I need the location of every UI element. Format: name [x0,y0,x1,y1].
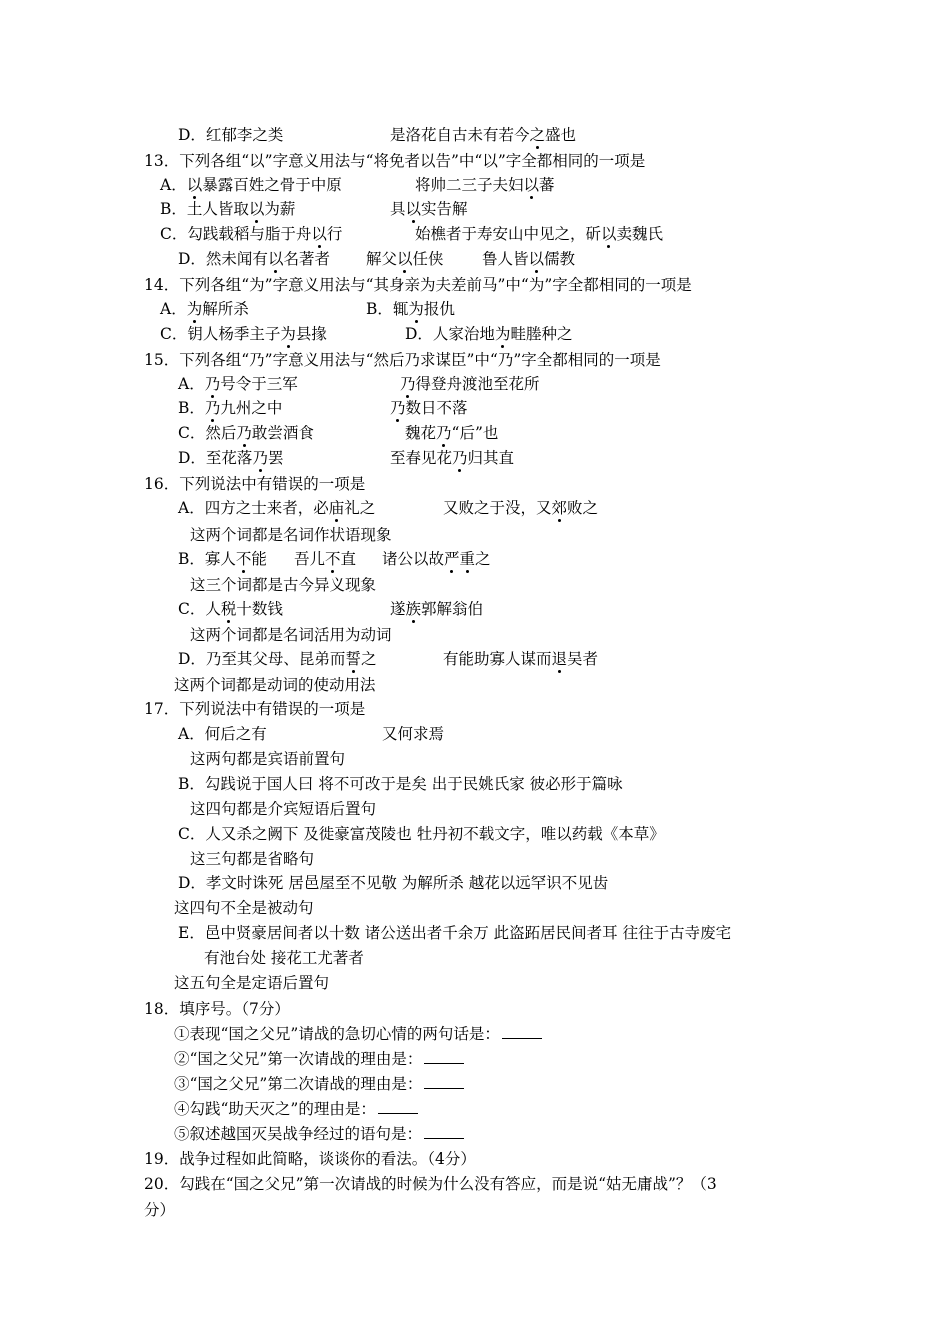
text-segment [174,972,329,994]
segment-text: ②“国之父兄”第一次请战的理由是： [174,1050,423,1068]
segment-text: 实告解 [421,200,468,218]
segment-text: A． [178,375,205,393]
text-segment [382,548,491,570]
segment-text: ③“国之父兄”第二次请战的理由是： [174,1075,423,1093]
segment-text: 又败之于没，又 [443,499,552,517]
text-segment [382,723,444,745]
text-segment [178,447,283,469]
text-segment [144,1148,476,1170]
text-segment [178,872,608,894]
segment-text: C．人又杀之阙下 及徙豪富茂陵也 牡丹初不载文字，唯以药载《本草》 [178,825,665,843]
text-segment [144,698,365,720]
segment-text: 遂 [390,600,406,618]
segment-text: A．四方之士来者，必 [178,499,329,517]
emphasized-char: 退 [551,650,568,668]
text-segment [160,323,327,345]
text-segment [144,1199,175,1221]
segment-text: 报仇 [423,300,455,318]
segment-text: C．人 [178,600,221,618]
text-segment [190,524,392,546]
segment-text: 具 [390,200,406,218]
text-segment [144,473,365,495]
emphasized-char: 以 [267,250,284,268]
answer-blank[interactable] [424,1074,464,1089]
segment-text: D．乃至其父母、昆弟而 [178,650,346,668]
segment-text: 暴露百姓之骨于中原 [202,176,342,194]
segment-text: 这两个词都是动词的使动用法 [174,676,376,694]
emphasized-char: 乃 [204,375,221,393]
text-segment [400,373,540,395]
segment-text: 盛也 [545,126,577,144]
segment-text: 归其直 [467,449,515,467]
segment-text: 郭解翁伯 [421,600,484,618]
text-segment [178,773,623,795]
text-segment [482,248,575,270]
segment-text: 鲁人皆 [482,250,529,268]
segment-text: 罢 [267,449,284,467]
text-segment [390,598,483,620]
segment-text: 14．下列各组“为”字意义用法与“其身亲为夫差前马”中“为”字全都相同的一项是 [144,276,692,294]
emphasized-char: 族 [405,600,422,618]
segment-text: ④勾践“助天灭之”的理由是： [174,1100,376,1118]
segment-text: D．孝文时诛死 居邑屋至不见敬 为解所杀 越花以远罕识不见齿 [178,874,609,892]
text-segment [144,150,645,172]
segment-text: 始樵者于寿安山中见之，斫 [415,225,602,243]
segment-text: D．然未闻有 [178,250,268,268]
segment-text: 得登舟渡池至花所 [415,375,540,393]
segment-text: 将帅二三子夫妇 [415,176,524,194]
segment-text: A． [160,300,187,318]
text-segment [178,922,731,944]
text-segment [190,574,376,596]
text-segment [405,323,572,345]
text-segment [174,1098,418,1120]
emphasized-char: 为 [408,300,424,318]
segment-text: 能 [251,550,267,568]
segment-text: 19．战争过程如此简略，谈谈你的看法。（4分） [144,1150,476,1168]
segment-text: 诸公以故 [382,550,445,568]
segment-text: A．何后之有 [178,725,267,743]
segment-text: 卖魏氏 [616,225,664,243]
segment-text: ①表现“国之父兄”请战的急切心情的两句话是： [174,1025,500,1043]
segment-text: 这五句全是定语后置句 [174,974,330,992]
segment-text: B． [178,399,205,417]
segment-text: 这两句都是宾语前置句 [190,750,346,768]
text-segment [415,223,663,245]
segment-text: 吴者 [567,650,599,668]
text-segment [204,947,364,969]
segment-text: 敢尝酒食 [251,424,314,442]
text-segment [178,397,282,419]
text-segment [178,248,330,270]
emphasized-char: 乃 [390,399,406,417]
text-segment [144,998,290,1020]
text-segment [144,1173,717,1195]
segment-text: 这四句都是介宾短语后置句 [190,800,377,818]
segment-text: 儒教 [544,250,576,268]
text-segment [178,648,376,670]
answer-blank[interactable] [424,1049,464,1064]
segment-text: 这两个词都是名词活用为动词 [190,626,392,644]
emphasized-char: 重 [459,550,476,568]
segment-text: 县掾 [295,325,327,343]
emphasized-char: 以 [601,225,617,243]
segment-text: 16．下列说法中有错误的一项是 [144,475,366,493]
text-segment [178,823,665,845]
segment-text: 名著者 [283,250,330,268]
text-segment [178,723,267,745]
emphasized-char: 税 [220,600,237,618]
text-segment [178,373,298,395]
segment-text: C．钥人杨季主子 [160,325,281,343]
text-segment [174,674,376,696]
text-segment [390,397,468,419]
segment-text: B．勾践说于国人曰 将不可改于是矣 出于民姚氏家 彼必形于篇咏 [178,775,623,793]
text-segment [160,174,342,196]
text-segment [366,248,444,270]
segment-text: 十数钱 [236,600,283,618]
segment-text: D．人家治地 [405,325,495,343]
answer-blank[interactable] [424,1124,464,1139]
emphasized-char: 乃 [204,399,221,417]
segment-text: 解所杀 [202,300,249,318]
emphasized-char: 乃 [236,424,252,442]
segment-text: 为薪 [264,200,296,218]
text-segment [174,897,314,919]
emphasized-char: 不 [325,550,341,568]
segment-text: 畦塍种之 [510,325,573,343]
segment-text: 败之 [567,499,599,517]
emphasized-char: 以 [523,176,540,194]
text-segment [443,497,598,519]
emphasized-char: 严 [444,550,460,568]
emphasized-char: 誓 [345,650,361,668]
segment-text: 有能助寡人谋而 [443,650,552,668]
segment-text: C．勾践载稻与脂于舟 [160,225,312,243]
text-segment [190,748,345,770]
segment-text: C．然后 [178,424,237,442]
text-segment [174,1073,464,1095]
emphasized-char: 乃 [436,424,452,442]
segment-text: 之 [360,650,377,668]
segment-text: D．红郁李之类 [178,126,284,144]
emphasized-char: 为 [494,325,511,343]
text-segment [443,648,598,670]
emphasized-char: 以 [397,250,413,268]
emphasized-char: 乃 [252,449,268,467]
segment-text: B．寡人 [178,550,236,568]
emphasized-char: 以 [528,250,545,268]
segment-text: 吾儿 [294,550,326,568]
segment-text: 是洛花自古未有若今 [390,126,530,144]
segment-text: 至春见花 [390,449,453,467]
text-segment [174,1123,464,1145]
emphasized-char: 以 [248,200,265,218]
emphasized-char: 乃 [452,449,468,467]
emphasized-char: 庙 [328,499,345,517]
text-segment [390,124,576,146]
segment-text: 这两个词都是名词作状语现象 [190,526,392,544]
text-segment [144,274,692,296]
segment-text: 直 [340,550,357,568]
text-segment [174,1048,464,1070]
text-segment [144,349,661,371]
segment-text: 有池台处 接花工尤著者 [204,949,364,967]
segment-text: 这四句不全是被动句 [174,899,314,917]
emphasized-char: 以 [186,176,203,194]
emphasized-char: 以 [311,225,327,243]
emphasized-char: 为 [280,325,296,343]
emphasized-char: 郊 [551,499,568,517]
segment-text: ⑤叙述越国灭吴战争经过的语句是： [174,1125,423,1143]
segment-text: 任侠 [412,250,444,268]
segment-text: 数日不落 [405,399,468,417]
segment-text: 礼之 [344,499,376,517]
text-segment [174,1023,542,1045]
text-segment [294,548,356,570]
segment-text: “后”也 [451,424,499,442]
segment-text: 18．填序号。（7分） [144,1000,290,1018]
text-segment [190,624,392,646]
segment-text: B．土人皆取 [160,200,249,218]
answer-blank[interactable] [502,1024,542,1039]
segment-text: B．辄 [366,300,409,318]
text-segment [405,422,498,444]
segment-text: 17．下列说法中有错误的一项是 [144,700,366,718]
segment-text: 行 [326,225,343,243]
segment-text: 分） [144,1201,176,1219]
segment-text: 13．下列各组“以”字意义用法与“将免者以告”中“以”字全都相同的一项是 [144,152,646,170]
text-segment [178,598,283,620]
segment-text: 号令于三军 [220,375,298,393]
segment-text: E．邑中贤豪居间者以十数 诸公送出者千余万 此盗跖居民间者耳 往往于古寺废宅 [178,924,732,942]
text-segment [366,298,455,320]
emphasized-char: 不 [235,550,252,568]
text-segment [190,848,314,870]
emphasized-char: 以 [405,200,422,218]
text-segment [415,174,555,196]
text-segment [178,422,314,444]
text-segment [178,548,267,570]
text-segment [390,447,514,469]
segment-text: 又何求焉 [382,725,445,743]
segment-text: 九州之中 [220,399,283,417]
segment-text: 解父 [366,250,398,268]
segment-text: 蕃 [539,176,555,194]
text-segment [160,198,295,220]
emphasized-char: 为 [186,300,203,318]
emphasized-char: 之 [529,126,546,144]
segment-text: 20．勾践在“国之父兄”第一次请战的时候为什么没有答应，而是说“姑无庸战”？（3 [144,1175,717,1193]
emphasized-char: 乃 [400,375,416,393]
segment-text: D．至花落 [178,449,253,467]
segment-text: 这三句都是省略句 [190,850,315,868]
text-segment [160,298,249,320]
text-segment [390,198,468,220]
text-segment [190,798,376,820]
segment-text: 这三个词都是古今异义现象 [190,576,377,594]
text-segment [178,497,375,519]
segment-text: 魏花 [405,424,437,442]
segment-text: 15．下列各组“乃”字意义用法与“然后乃求谋臣”中“乃”字全都相同的一项是 [144,351,661,369]
text-segment [160,223,342,245]
text-segment [178,124,283,146]
segment-text: 之 [475,550,491,568]
segment-text: A． [160,176,187,194]
answer-blank[interactable] [378,1099,418,1114]
